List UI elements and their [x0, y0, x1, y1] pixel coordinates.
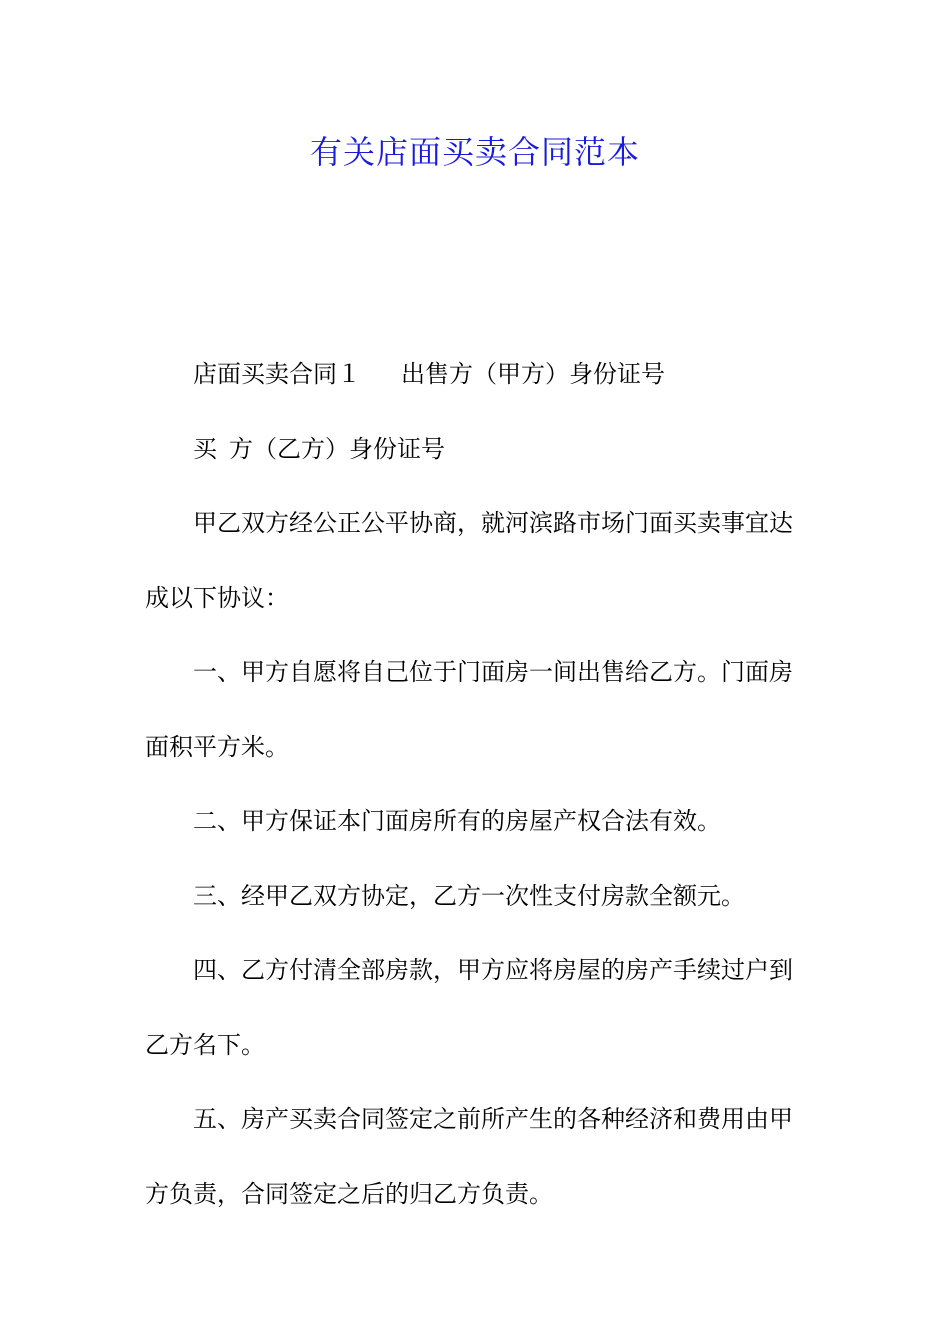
seller-label: 出售方（甲方）身份证号 — [401, 360, 665, 388]
header-line — [145, 337, 807, 412]
paragraph-clause-1: 一、甲方自愿将自己位于门面房一间出售给乙方。门面房面积平方米。 — [145, 658, 793, 761]
paragraph-clause-4: 四、乙方付清全部房款，甲方应将房屋的房产手续过户到乙方名下。 — [145, 956, 793, 1059]
document-title: 有关店面买卖合同范本 — [309, 133, 640, 171]
buyer-line — [145, 412, 807, 487]
contract-label: 店面买卖合同１ — [193, 360, 361, 388]
paragraph-clause-3: 三、经甲乙双方协定，乙方一次性支付房款全额元。 — [193, 881, 745, 910]
paragraph-agreement: 甲乙双方经公正公平协商，就河滨路市场门面买卖事宜达成以下协议： — [145, 509, 793, 612]
paragraph-clause-2: 二、甲方保证本门面房所有的房屋产权合法有效。 — [193, 807, 721, 835]
document-body — [145, 337, 807, 1231]
buyer-rest: 方（乙方）身份证号 — [229, 434, 445, 463]
buyer-prefix: 买 — [193, 434, 217, 463]
paragraph-clause-5: 五、房产买卖合同签定之前所产生的各种经济和费用由甲方负责，合同签定之后的归乙方负责。 — [145, 1105, 793, 1208]
